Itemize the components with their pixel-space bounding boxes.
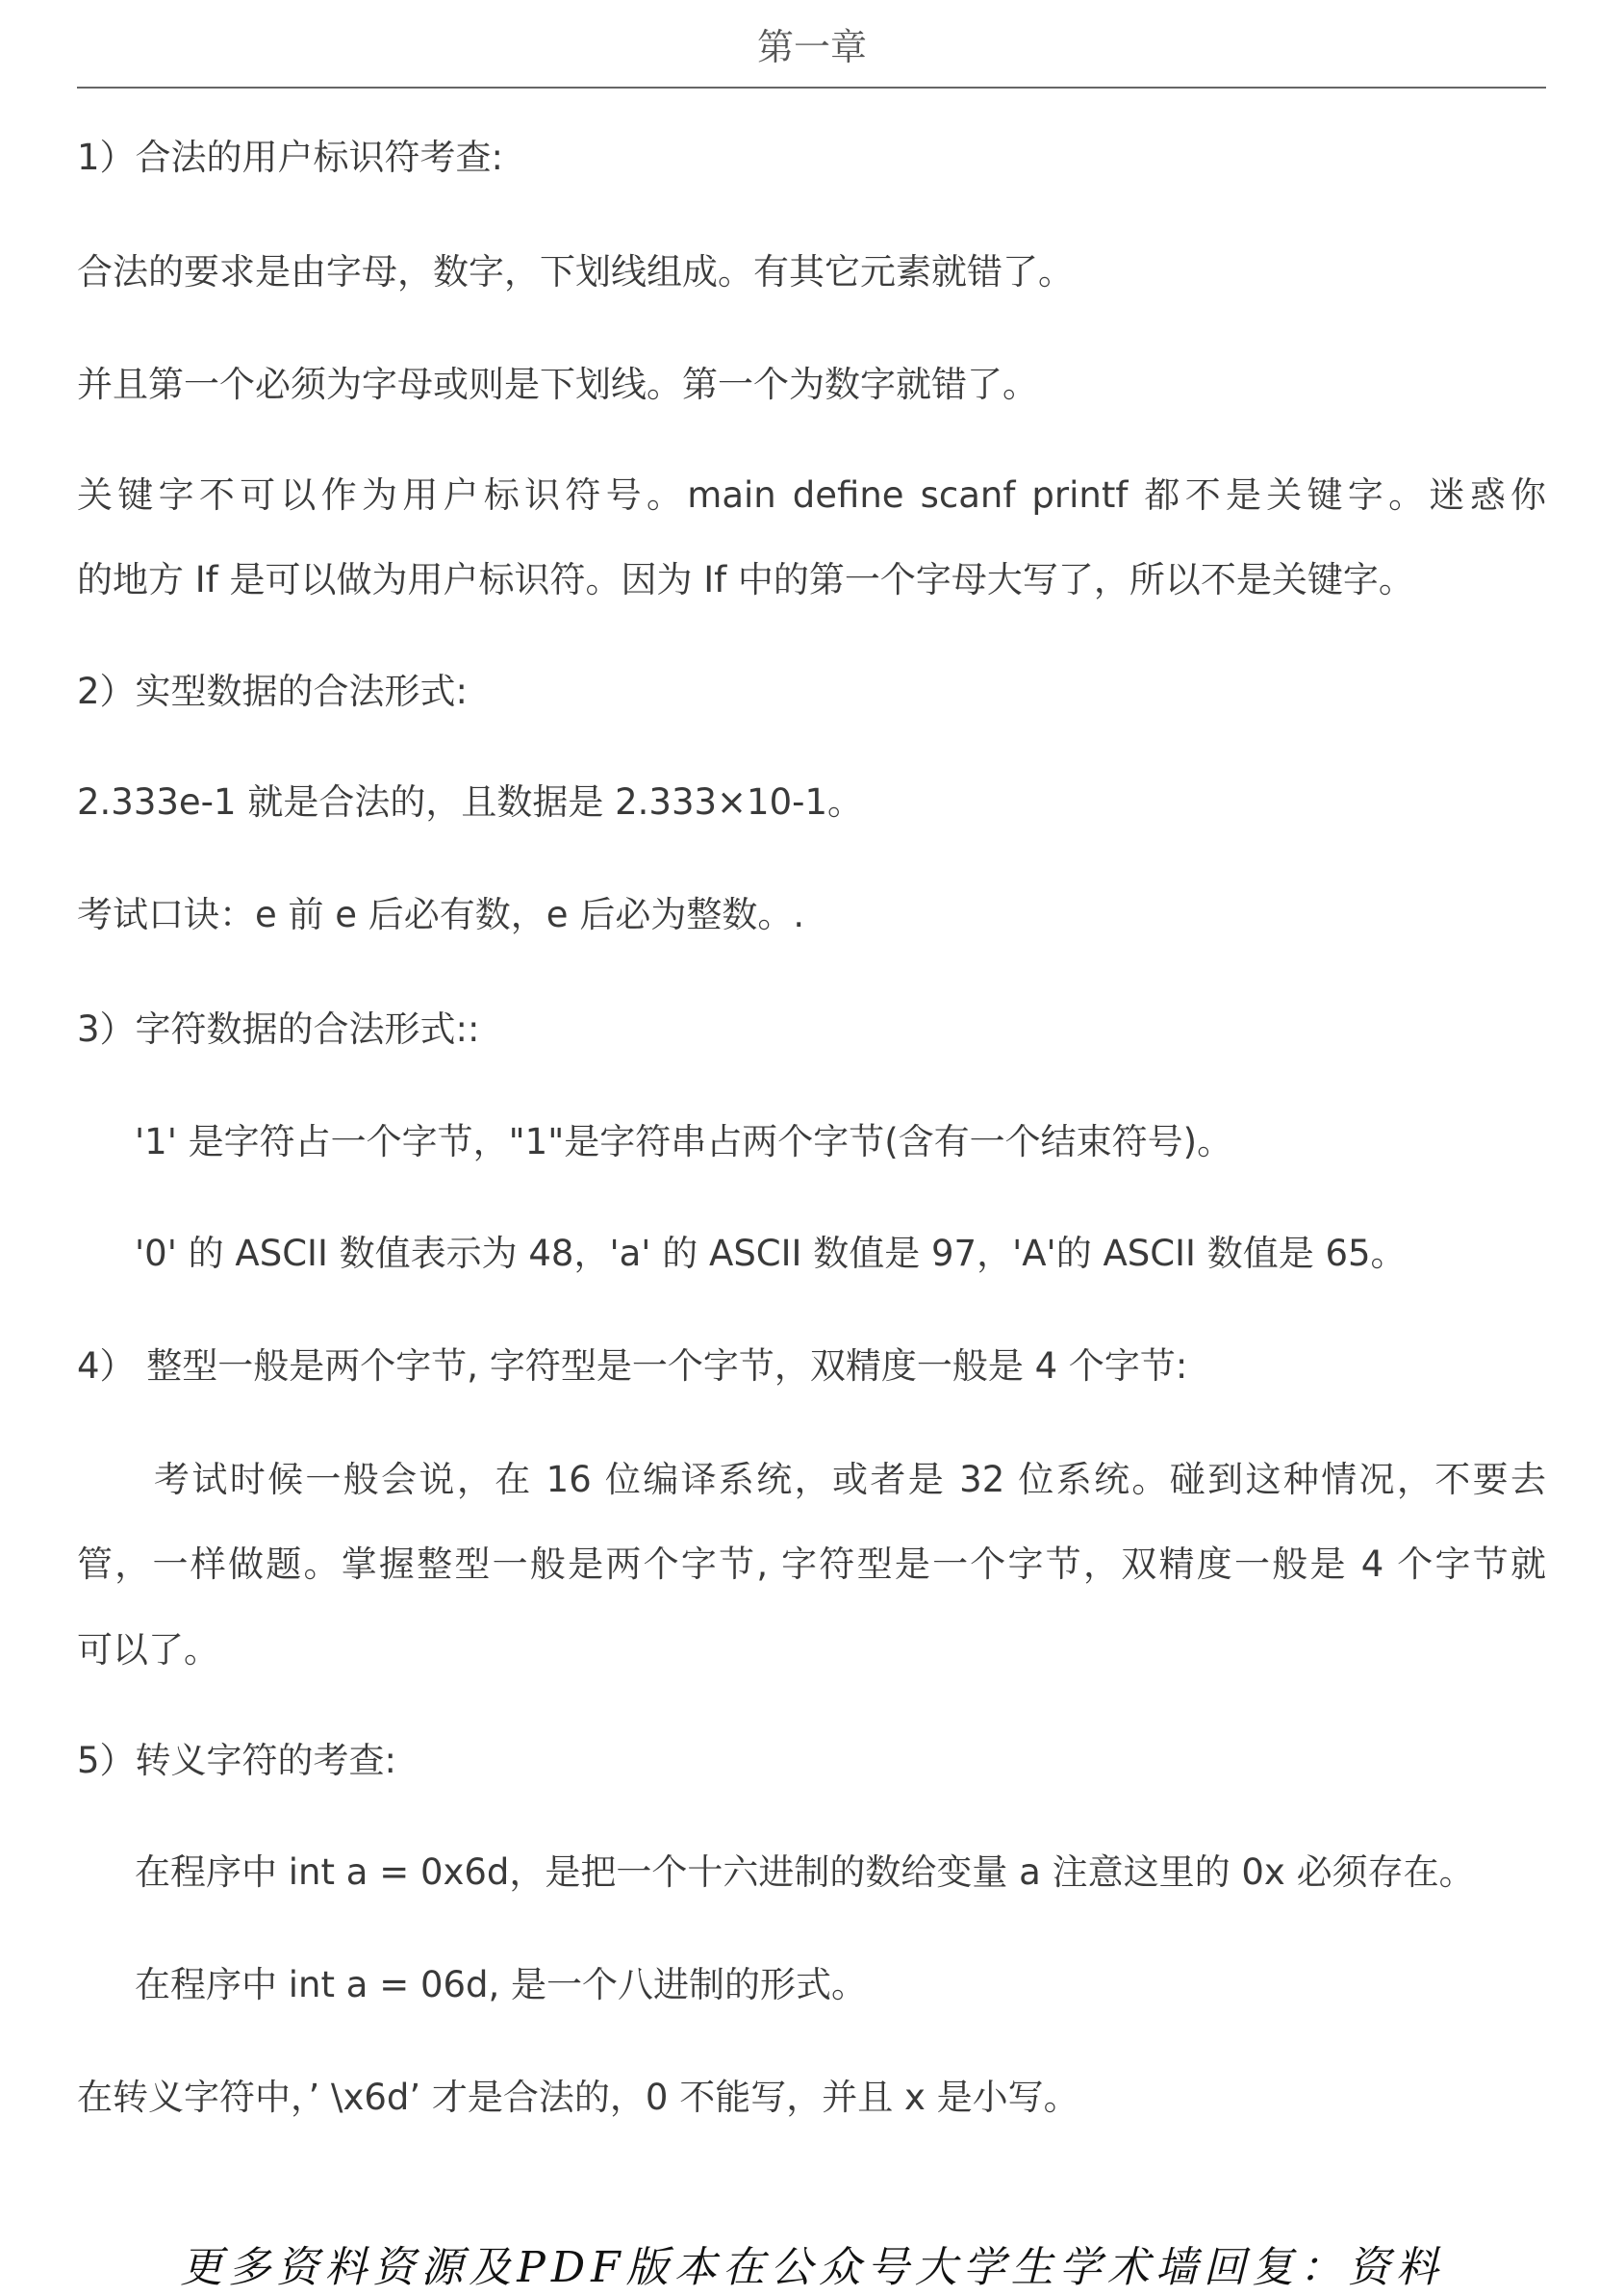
header-divider [77, 87, 1546, 89]
section-heading-5: 5）转义字符的考查: [77, 1740, 397, 1781]
paragraph-line: 2.333e-1 就是合法的，且数据是 2.333×10-1。 [77, 781, 863, 823]
section-heading-4: 4） 整型一般是两个字节, 字符型是一个字节，双精度一般是 4 个字节: [77, 1345, 1188, 1387]
paragraph-line: 在程序中 int a = 06d, 是一个八进制的形式。 [135, 1964, 868, 2005]
paragraph-line: 在程序中 int a = 0x6d，是把一个十六进制的数给变量 a 注意这里的 0x 必须存在。 [135, 1851, 1475, 1893]
footer-note: 更多资料资源及PDF版本在公众号大学生学术墙回复：资料 [180, 2243, 1444, 2292]
paragraph-line: 的地方 If 是可以做为用户标识符。因为 If 中的第一个字母大写了，所以不是关键字。 [77, 559, 1414, 600]
paragraph-line: 管，一样做题。掌握整型一般是两个字节, 字符型是一个字节，双精度一般是 4 个字节就 [77, 1543, 1546, 1585]
paragraph-line: 可以了。 [77, 1629, 219, 1671]
section-heading-3: 3）字符数据的合法形式:: [77, 1008, 480, 1050]
section-heading-2: 2）实型数据的合法形式: [77, 671, 469, 712]
chapter-header: 第一章 [756, 26, 867, 68]
paragraph-line: 考试口诀：e 前 e 后必有数，e 后必为整数。. [77, 894, 805, 935]
paragraph-line: '1' 是字符占一个字节，"1"是字符串占两个字节(含有一个结束符号)。 [135, 1121, 1233, 1162]
paragraph-line: 考试时候一般会说，在 16 位编译系统，或者是 32 位系统。碰到这种情况，不要去 [154, 1459, 1546, 1500]
paragraph-line: '0' 的 ASCII 数值表示为 48，'a' 的 ASCII 数值是 97，'A'的 ASCII 数值是 65。 [135, 1233, 1407, 1274]
paragraph-line: 关键字不可以作为用户标识符号。main define scanf printf 都不是关键字。迷惑你 [77, 474, 1546, 516]
paragraph-line: 并且第一个必须为字母或则是下划线。第一个为数字就错了。 [77, 364, 1038, 405]
section-heading-1: 1）合法的用户标识符考查: [77, 137, 504, 178]
paragraph-line: 合法的要求是由字母，数字，下划线组成。有其它元素就错了。 [77, 251, 1074, 293]
paragraph-line: 在转义字符中，’ \x6d’ 才是合法的，0 不能写，并且 x 是小写。 [77, 2077, 1079, 2118]
